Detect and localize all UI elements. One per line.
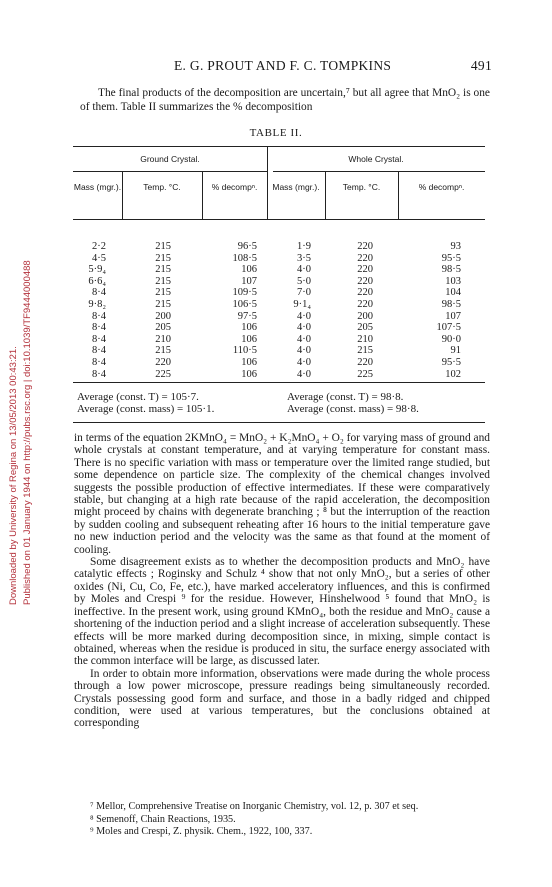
group-header-whole: Whole Crystal. [348,154,404,164]
subheader-rule-left [73,171,267,172]
table-cell: 93 [450,241,461,252]
table-cell: 9·1₄ [293,298,311,310]
table-cell: 97·5 [237,310,257,322]
col-header-decomp: % decompⁿ. [418,182,465,192]
intro-paragraph: The final products of the decomposition are uncertain,⁷ but all agree that MnO₂ is one of them. Table II summarizes the % decomposition [80,87,490,113]
footnote-9: ⁹ Moles and Crespi, Z. physik. Chem., 1922, 100, 337. [90,826,313,838]
table-cell: 220 [357,356,373,368]
avg-ground-const-mass: Average (const. mass) = 105·1. [77,403,215,416]
table-cell: 107 [445,310,461,322]
body-rule [73,382,485,383]
avg-ground-const-t: Average (const. T) = 105·7. [77,391,199,403]
table-cell: 98·5 [441,298,461,310]
table-cell: 215 [155,252,171,264]
table-cell: 225 [155,368,171,380]
whole-mass-column [273,241,311,380]
col-header-mass: Mass (mgr.). [73,182,122,192]
paragraph: in terms of the equation 2KMnO₄ = MnO₂ + K₂MnO₄ + O₂ for varying mass of ground and whole crystals at constant temperature, and at varying temperature for constant mass. There is no specific variation with mass or temperature over the limited range studied, but some dependence on particle size. The complexity of the chemical changes involved suggests the possible production of effective intermediates. If these were comparatively stable, but changing at a high rate because of the rapid acceleration, the decomposition might proceed by chains with degenerate branching ; ⁸ but the interruption of the reaction by sudden cooling and subsequent reheating after 16 hours to the initial temperature gave no new induction period and the velocity was the same as that found at the moment of cooling. [74,432,490,556]
table-cell: 4·0 [297,322,311,334]
table-cell: 110·5 [232,345,257,357]
col-divider [398,171,399,219]
table-cell: 215 [155,287,171,299]
table-cell: 8·4 [92,345,106,357]
table-cell: 205 [357,322,373,334]
subheader-rule-right [273,171,485,172]
table-cell: 1·9 [297,241,311,252]
col-header-temp: Temp. °C. [143,182,181,192]
table-cell: 220 [357,241,373,252]
header-authors: E. G. PROUT AND F. C. TOMPKINS [174,58,392,73]
table-cell: 220 [357,264,373,276]
table-cell: 9·8₂ [88,298,106,310]
data-table [73,146,485,416]
whole-temp-column [335,241,373,380]
footnotes [74,801,490,839]
table-cell: 220 [155,356,171,368]
table-cell: 4·0 [297,264,311,276]
table-cell: 205 [155,322,171,334]
table-cell: 220 [357,298,373,310]
paragraph: In order to obtain more information, observations were made during the whole process through a low power microscope, pressure readings being simultaneously recorded. Crystals possessing good form and surface, and those in a badly ridged and chipped condition, were used at various temperatures, but the conclusions obtained at corresponding [74,667,490,730]
table-cell: 200 [357,310,373,322]
col-divider [122,171,123,219]
table-cell: 210 [155,333,171,345]
table-cell: 106 [241,322,257,334]
table-cell: 96·5 [237,241,257,252]
table-cell: 2·2 [92,241,106,252]
table-cell: 4·0 [297,310,311,322]
table-cell: 106 [241,356,257,368]
table-caption: TABLE II. [249,127,303,139]
table-cell: 215 [155,298,171,310]
table-cell: 4·0 [297,345,311,357]
table-cell: 5·9₄ [88,264,106,276]
table-cell: 106 [241,333,257,345]
group-header-ground: Ground Crystal. [140,154,200,164]
table-cell: 107·5 [436,322,461,334]
table-cell: 106 [241,368,257,380]
header-rule [73,219,485,220]
table-cell: 4·5 [92,252,106,264]
footnote-7: ⁷ Mellor, Comprehensive Treatise on Inorganic Chemistry, vol. 12, p. 307 et seq. [90,801,419,812]
table-cell: 8·4 [92,310,106,322]
table-cell: 106 [241,264,257,276]
table-cell: 5·0 [297,275,311,287]
table-cell: 104 [445,287,461,299]
ground-mass-column [73,241,106,380]
table-cell: 220 [357,275,373,287]
table-cell: 8·4 [92,333,106,345]
table-cell: 8·4 [92,356,106,368]
col-header-temp: Temp. °C. [342,182,381,192]
table-cell: 8·4 [92,368,106,380]
col-divider [325,171,326,219]
table-cell: 215 [155,275,171,287]
table-cell: 7·0 [297,287,311,299]
avg-whole-const-mass: Average (const. mass) = 98·8. [287,403,419,416]
table-cell: 220 [357,287,373,299]
table-top-rule [73,146,485,147]
table-cell: 102 [445,368,461,380]
table-cell: 210 [357,333,373,345]
whole-averages [287,391,419,416]
table-cell: 95·5 [441,356,461,368]
table-bottom-rule [73,422,485,423]
download-watermark [2,150,42,610]
page-number: 491 [470,58,492,73]
table-cell: 3·5 [297,252,311,264]
running-header [74,58,492,74]
table-cell: 109·5 [232,287,257,299]
table-cell: 108·5 [232,252,257,264]
table-cell: 8·4 [92,287,106,299]
table-cell: 215 [155,345,171,357]
avg-whole-const-t: Average (const. T) = 98·8. [287,391,404,403]
col-header-decomp: % decompⁿ. [211,182,258,192]
table-cell: 220 [357,252,373,264]
ground-temp-column [133,241,171,380]
table-cell: 4·0 [297,356,311,368]
table-cell: 215 [155,241,171,252]
footnote-8: ⁸ Semenoff, Chain Reactions, 1935. [90,813,236,825]
col-divider [202,171,203,219]
ground-decomp-column [203,241,257,380]
table-cell: 200 [155,310,171,322]
table-cell: 95·5 [441,252,461,264]
table-cell: 215 [155,264,171,276]
body-text [74,432,490,730]
table-cell: 90·0 [441,333,461,345]
doi-link[interactable]: Published on 01 January 1944 on http://pubs.rsc.org | doi:10.1039/TF9444000488 [22,260,33,605]
col-header-mass: Mass (mgr.). [272,182,320,192]
table-cell: 215 [357,345,373,357]
table-cell: 91 [450,345,461,357]
table-cell: 106·5 [232,298,257,310]
ground-averages [77,391,214,416]
table-cell: 103 [445,275,461,287]
table-cell: 6·6₄ [88,275,106,287]
table-cell: 225 [357,368,373,380]
table-cell: 8·4 [92,322,106,334]
table-cell: 98·5 [441,264,461,276]
paragraph: Some disagreement exists as to whether the decomposition products and MnO₂ have catalytic effects ; Roginsky and Schulz ⁴ show that not only MnO₂, but a series of other oxides (Ni, Cu, Co, Fe, etc.), have marked acceleratory influences, and this is confirmed by Moles and Crespi ⁹ for the residue. However, Hinshelwood ⁵ found that MnO₂ is ineffective. In the present work, using ground KMnO₄, both the residue and MnO₂ cause a shortening of the induction period and a slight increase of acceleration subsequently. These effects will be more marked during decomposition since, in mixing, simple contact is obtained, whereas when the residue is produced in situ, the surface energy associated with the common interface will be large, as discussed later. [74,556,490,668]
whole-decomp-column [413,241,461,380]
download-notice: Downloaded by University of Regina on 13/05/2013 00:43:21. [8,346,19,605]
table-cell: 4·0 [297,333,311,345]
table-cell: 107 [241,275,257,287]
table-cell: 4·0 [297,368,311,380]
